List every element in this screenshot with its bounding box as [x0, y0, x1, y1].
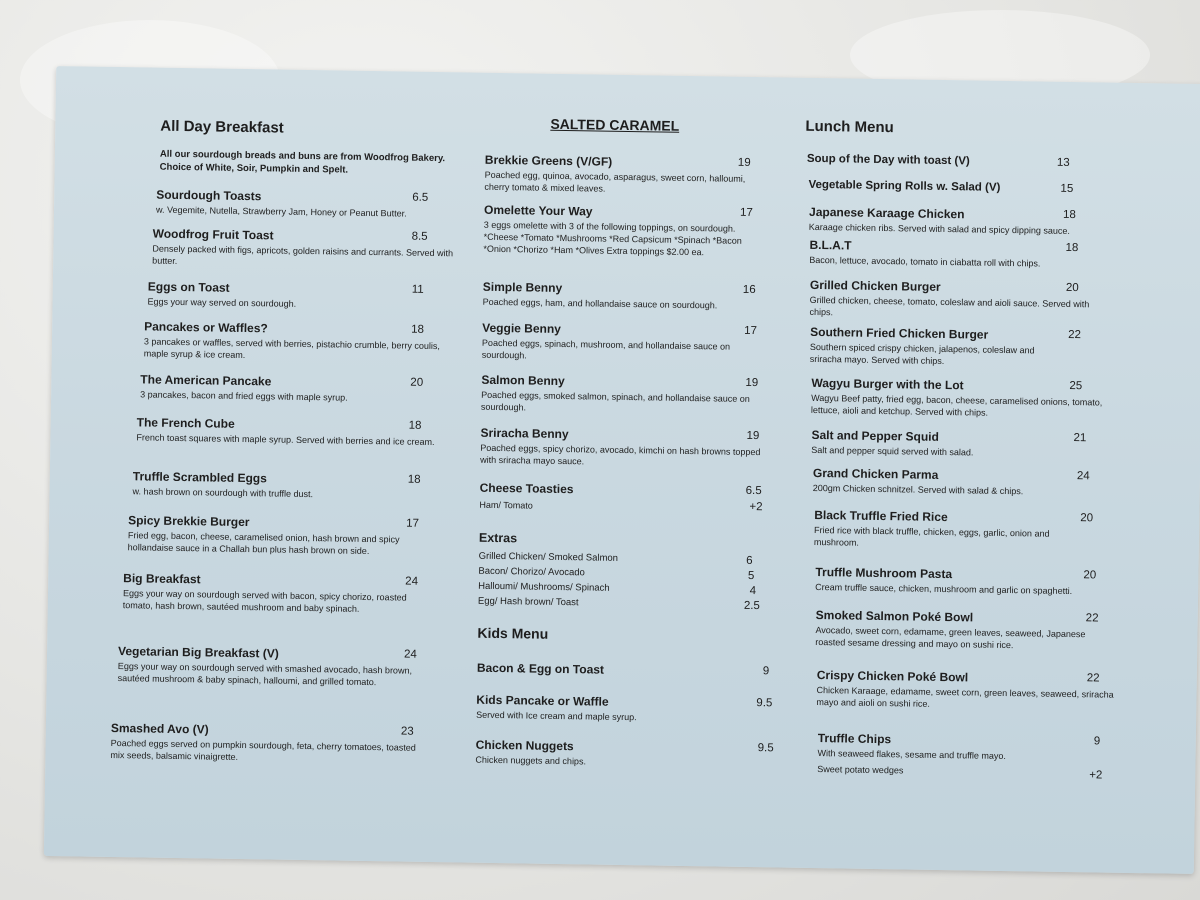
item-price: 19	[737, 156, 751, 169]
lunch-title: Lunch Menu	[805, 117, 894, 137]
item-price: 18	[1065, 241, 1079, 255]
extras-row: Halloumi/ Mushrooms/ Spinach 4	[478, 580, 757, 598]
item-extra-price: +2	[749, 500, 763, 514]
item-price: 20	[1083, 569, 1097, 582]
menu-item: Sriracha Benny 19 Poached eggs, spicy chorizo, avocado, kimchi on hash browns topped with sriracha mayo sauce.	[480, 425, 761, 467]
menu-item: Truffle Mushroom Pasta 20 Cream truffle sauce, chicken, mushroom and garlic on spaghetti.	[815, 565, 1097, 597]
item-price: 8.5	[411, 230, 428, 243]
menu-item: Grilled Chicken Burger 20 Grilled chicken, cheese, tomato, coleslaw and aioli sauce. Served with chips.	[809, 277, 1090, 318]
menu-item: Omelette Your Way 17 3 eggs omelette with 3 of the following toppings, on sourdough. *Cheese *Tomato *Mushrooms *Red Capsicum *Spinach *Bacon *Onion *Chorizo *Ham *Olives Extra toppings $2.00 ea.	[483, 202, 753, 258]
menu-item: Salmon Benny 19 Poached eggs, smoked salmon, spinach, and hollandaise sauce on sourdough.	[480, 372, 759, 413]
kids-item: Bacon & Egg on Toast 9	[476, 660, 770, 678]
menu-item: Woodfrog Fruit Toast 8.5 Densely packed with figs, apricots, golden raisins and currants. Served with butter.	[152, 226, 454, 266]
item-price: 19	[746, 429, 760, 443]
menu-item: Smoked Salmon Poké Bowl 22 Avocado, sweet corn, edamame, green leaves, seaweed, Japanese roasted sesame dressing and mayo on sushi rice.	[815, 608, 1099, 651]
salted-caramel-column	[475, 73, 796, 767]
menu-item: Cheese Toasties 6.5 Ham/ Tomato +2	[479, 480, 763, 514]
menu-item: Veggie Benny 17 Poached eggs, spinach, mushroom, and hollandaise sauce on sourdough.	[481, 320, 758, 361]
item-price: 20	[410, 376, 424, 389]
item-price: 24	[403, 648, 417, 661]
item-price: 13	[1056, 156, 1070, 169]
menu-item: Big Breakfast 24 Eggs your way on sourdough served with bacon, spicy chorizo, roasted tomato, hash brown, sautéed mushroom and baby spinach.	[122, 571, 419, 614]
item-price: 20	[1080, 512, 1094, 525]
item-price: 18	[411, 323, 425, 336]
menu-item: Wagyu Burger with the Lot 25 Wagyu Beef patty, fried egg, bacon, cheese, caramelised onions, tomato, lettuce, aioli and ketchup. Served with chips.	[810, 375, 1103, 418]
breakfast-title: All Day Breakfast	[160, 117, 284, 137]
extras-row: Egg/ Hash brown/ Toast 2.5	[477, 595, 760, 613]
item-price: 18	[407, 473, 421, 486]
item-price: 24	[1076, 470, 1090, 483]
item-price: 22	[1086, 672, 1100, 685]
menu-item: Simple Benny 16 Poached eggs, ham, and hollandaise sauce on sourdough.	[482, 279, 756, 311]
breakfast-intro: All our sourdough breads and buns are from Woodfrog Bakery. Choice of White, Soir, Pumpkin and Spelt.	[159, 148, 446, 176]
item-price: 19	[745, 376, 759, 390]
menu-item: Crispy Chicken Poké Bowl 22 Chicken Karaage, edamame, sweet corn, green leaves, seaweed, sriracha mayo and aioli on sushi rice.	[816, 668, 1114, 709]
menu-item: Black Truffle Fried Rice 20 Fried rice with black truffle, chicken, eggs, garlic, onion and mushroom.	[813, 507, 1094, 548]
extras-price: 5	[747, 569, 755, 583]
menu-item: Smashed Avo (V) 23 Poached eggs served on pumpkin sourdough, feta, cherry tomatoes, toasted mix seeds, balsamic vinaigrette.	[110, 720, 416, 762]
item-price: 6.5	[745, 484, 762, 498]
menu-item: Truffle Chips 9 With seaweed flakes, sesame and truffle mayo. Sweet potato wedges +2	[817, 731, 1128, 780]
item-price: 9.5	[756, 697, 773, 710]
item-price: 22	[1085, 612, 1099, 625]
item-price: 9	[1093, 735, 1101, 748]
item-price: 21	[1073, 432, 1087, 445]
extras-price: 6	[746, 554, 753, 568]
item-price: 11	[411, 283, 424, 296]
kids-menu-title: Kids Menu	[477, 624, 549, 642]
kids-item: Chicken Nuggets 9.5 Chicken nuggets and chips.	[475, 737, 774, 767]
item-price: 23	[400, 725, 414, 738]
menu-item: Vegetable Spring Rolls w. Salad (V) 15	[808, 178, 1074, 196]
menu-item: Vegetarian Big Breakfast (V) 24 Eggs your way on sourdough served with smashed avocado, hash brown, sautéed mushroom & baby spinach, halloumi, and grilled tomato.	[117, 644, 417, 688]
extras-title: Extras	[478, 530, 518, 546]
extras-row: Grilled Chicken/ Smoked Salmon 6	[478, 550, 753, 568]
menu-item: Eggs on Toast 11 Eggs your way served on sourdough.	[147, 279, 424, 309]
item-extra-price: +2	[1089, 769, 1103, 782]
menu-item: Soup of the Day with toast (V) 13	[806, 152, 1070, 169]
menu-item: The French Cube 18 French toast squares with maple syrup. Served with berries and ice cream.	[136, 415, 435, 448]
item-price: 25	[1069, 379, 1083, 393]
extras-price: 4	[749, 584, 757, 598]
item-price: 9	[762, 665, 770, 678]
kids-item: Kids Pancake or Waffle 9.5 Served with Ice cream and maple syrup.	[476, 692, 773, 723]
item-price: 9.5	[757, 742, 774, 755]
cafe-title: SALTED CARAMEL	[550, 115, 680, 134]
item-price: 18	[1062, 208, 1076, 222]
menu-item: Salt and Pepper Squid 21 Salt and pepper squid served with salad.	[811, 427, 1087, 458]
item-extra-label: Sweet potato wedges	[817, 764, 904, 776]
item-price: 17	[744, 324, 758, 338]
item-price: 17	[406, 517, 420, 530]
item-price: 22	[1068, 328, 1082, 342]
menu-item: Pancakes or Waffles? 18 3 pancakes or waffles, served with berries, pistachio crumble, berry coulis, maple syrup & ice cream.	[143, 319, 440, 361]
menu-item: B.L.A.T 18 Bacon, lettuce, avocado, tomato in ciabatta roll with chips.	[809, 237, 1079, 269]
menu-item: Sourdough Toasts 6.5 w. Vegemite, Nutella, Strawberry Jam, Honey or Peanut Butter.	[155, 187, 429, 219]
item-price: 16	[742, 283, 756, 297]
menu-item: Spicy Brekkie Burger 17 Fried egg, bacon, cheese, caramelised onion, hash brown and spicy hollandaise sauce in a Challah bun plus hash brown on side.	[127, 513, 420, 556]
menu-item: Southern Fried Chicken Burger 22 Southern spiced crispy chicken, jalapenos, coleslaw and sriracha mayo. Served with chips.	[809, 324, 1082, 367]
menu-item: The American Pancake 20 3 pancakes, bacon and fried eggs with maple syrup.	[140, 372, 424, 403]
item-price: 20	[1065, 281, 1079, 295]
item-price: 6.5	[412, 191, 429, 204]
menu-item: Grand Chicken Parma 24 200gm Chicken schnitzel. Served with salad & chips.	[812, 465, 1090, 497]
menu-item: Truffle Scrambled Eggs 18 w. hash brown on sourdough with truffle dust.	[132, 469, 421, 500]
menu-item: Japanese Karaage Chicken 18 Karaage chicken ribs. Served with salad and spicy dipping sauce.	[808, 204, 1076, 236]
extras-row: Bacon/ Chorizo/ Avocado 5	[478, 565, 755, 583]
menu-sheet	[44, 66, 1200, 874]
item-price: 17	[739, 206, 753, 219]
item-price: 24	[405, 575, 419, 588]
menu-item: Brekkie Greens (V/GF) 19 Poached egg, quinoa, avocado, asparagus, sweet corn, halloumi, cherry tomato & mixed leaves.	[484, 152, 751, 194]
item-price: 15	[1060, 182, 1074, 196]
item-price: 18	[408, 419, 422, 432]
extras-price: 2.5	[743, 599, 760, 613]
